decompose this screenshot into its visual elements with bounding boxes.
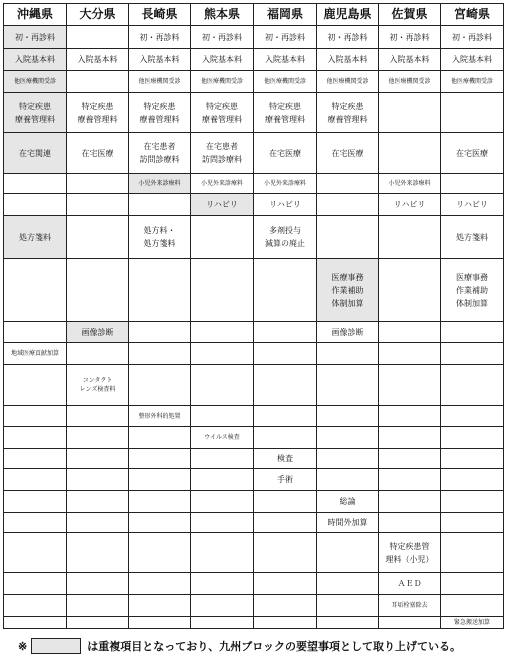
column-header-label: 鹿児島県: [323, 7, 372, 21]
cell-text: 検査: [277, 454, 293, 463]
cell-text: 初・再診料: [327, 32, 368, 42]
table-cell: [378, 173, 441, 194]
cell-text: 入院基本料: [139, 55, 180, 64]
cell-text: 処方料・: [143, 226, 176, 235]
cell-text: 入院基本料: [15, 55, 55, 64]
footnote: [18, 636, 503, 656]
cell-text: 総論: [339, 497, 356, 506]
cell-text: 在宅医療: [269, 148, 301, 158]
table-cell: [378, 512, 441, 533]
table-cell: [253, 512, 317, 533]
cell-text: 特定疾患: [143, 101, 176, 111]
cell-text: 療養管理料: [265, 114, 305, 124]
table-cell: [253, 468, 317, 491]
table-cell: [128, 92, 191, 133]
table-cell: [128, 321, 191, 343]
cell-text: 処方箋料: [19, 232, 51, 242]
table-cell: [128, 490, 191, 513]
table-cell: [378, 426, 441, 449]
table-cell: [440, 193, 504, 216]
cell-text: 医療事務: [331, 272, 364, 282]
table-cell: [190, 364, 254, 406]
table-cell: [378, 215, 441, 259]
table-cell: [378, 342, 441, 365]
table-cell: [190, 532, 254, 573]
table-cell: [190, 448, 254, 469]
cell-text: 他医療機関受診: [326, 78, 369, 85]
table-cell: [440, 321, 504, 343]
table-cell: [316, 342, 379, 365]
cell-text: 在宅関連: [19, 148, 51, 158]
table-cell: [190, 594, 254, 617]
table-cell: [440, 594, 504, 617]
table-cell: [316, 616, 379, 629]
table-cell: [316, 25, 379, 49]
cell-text: 画像診断: [331, 327, 364, 337]
table-cell: [190, 215, 254, 259]
table-cell: [316, 532, 379, 573]
cell-text: 緊急搬送加算: [453, 619, 490, 626]
table-cell: [128, 48, 191, 71]
table-cell: [190, 173, 254, 194]
table-cell: [128, 173, 191, 194]
cell-text: 療養管理料: [77, 114, 118, 124]
table-cell: [190, 25, 254, 49]
cell-text: 入院基本料: [202, 55, 242, 64]
table-cell: [378, 48, 441, 71]
table-cell: [253, 321, 317, 343]
table-cell: [378, 532, 441, 573]
cell-text: リハビリ: [269, 200, 301, 209]
table-cell: [66, 448, 129, 469]
table-cell: [3, 594, 67, 617]
table-cell: [316, 173, 379, 194]
table-cell: [253, 405, 317, 427]
table-cell: [3, 258, 67, 322]
table-cell: [66, 616, 129, 629]
table-cell: [378, 572, 441, 595]
cell-text: リハビリ: [456, 200, 488, 209]
table-cell: [378, 132, 441, 174]
cell-text: 訪問診療料: [139, 155, 180, 164]
table-cell: [316, 405, 379, 427]
table-cell: [440, 25, 504, 49]
table-cell: [66, 48, 129, 71]
cell-text: 在宅医療: [456, 148, 488, 158]
cell-text: 減算の廃止: [265, 239, 305, 248]
table-cell: [66, 258, 129, 322]
table-cell: [3, 572, 67, 595]
cell-text: レンズ検査料: [79, 386, 116, 393]
table-cell: [440, 405, 504, 427]
table-cell: [128, 132, 191, 174]
table-cell: [253, 342, 317, 365]
table-cell: [440, 364, 504, 406]
table-cell: [3, 490, 67, 513]
column-header-label: 長崎県: [141, 7, 178, 21]
table-cell: [3, 342, 67, 365]
table-cell: [190, 405, 254, 427]
table-cell: [190, 512, 254, 533]
footnote-text: は重複項目となっており、九州ブロックの要望事項として取り上げている。: [87, 640, 461, 653]
table-cell: [316, 70, 379, 93]
cell-text: 小児外来診療料: [388, 180, 431, 187]
cell-text: 理料（小児）: [385, 554, 434, 564]
table-cell: [66, 512, 129, 533]
cell-text: 特定疾患: [81, 101, 114, 111]
table-cell: [378, 468, 441, 491]
table-cell: [253, 258, 317, 322]
table-cell: [316, 193, 379, 216]
table-cell: [3, 215, 67, 259]
table-cell: [253, 173, 317, 194]
footnote-mark: ※: [18, 639, 28, 653]
table-cell: [440, 258, 504, 322]
cell-text: 整形外科的処置: [138, 412, 181, 420]
cell-text: ＡＥＤ: [397, 579, 422, 588]
cell-text: 初・再診料: [389, 32, 430, 42]
cell-text: 初・再診料: [202, 32, 242, 42]
table-cell: [190, 468, 254, 491]
column-header: [316, 3, 379, 26]
table-cell: [253, 132, 317, 174]
table-cell: [316, 48, 379, 71]
cell-text: 入院基本料: [389, 55, 430, 64]
cell-text: 手術: [277, 475, 293, 484]
column-header-label: 大分県: [79, 7, 116, 21]
column-header: [440, 3, 504, 26]
table-cell: [316, 448, 379, 469]
table-cell: [128, 405, 191, 427]
table-cell: [190, 48, 254, 71]
table-cell: [128, 215, 191, 259]
cell-text: 作業補助: [331, 285, 364, 295]
table-cell: [128, 468, 191, 491]
table-cell: [316, 512, 379, 533]
table-cell: [3, 532, 67, 573]
table-cell: [253, 490, 317, 513]
table-cell: [440, 468, 504, 491]
table-cell: [66, 92, 129, 133]
comparison-table: [3, 3, 503, 628]
table-cell: [66, 321, 129, 343]
table-cell: [66, 468, 129, 491]
table-cell: [3, 92, 67, 133]
cell-text: リハビリ: [393, 200, 426, 209]
column-header-label: 佐賀県: [391, 7, 428, 21]
cell-text: 初・再診料: [139, 32, 180, 42]
table-cell: [3, 448, 67, 469]
table-cell: [440, 512, 504, 533]
cell-text: 入院基本料: [265, 55, 305, 64]
table-cell: [440, 532, 504, 573]
column-header: [3, 3, 67, 26]
table-cell: [440, 342, 504, 365]
cell-text: 地域医療貢献加算: [10, 350, 59, 357]
table-cell: [378, 25, 441, 49]
table-cell: [66, 405, 129, 427]
table-cell: [66, 173, 129, 194]
cell-text: 体制加算: [331, 298, 364, 308]
table-cell: [190, 426, 254, 449]
table-cell: [253, 48, 317, 71]
table-cell: [190, 321, 254, 343]
table-cell: [253, 426, 317, 449]
cell-text: 療養管理料: [139, 114, 180, 124]
table-cell: [3, 426, 67, 449]
cell-text: 特定疾患: [19, 101, 51, 111]
table-cell: [316, 92, 379, 133]
table-cell: [3, 132, 67, 174]
table-cell: [128, 572, 191, 595]
cell-text: 小児外来診療料: [263, 180, 306, 187]
table-cell: [378, 594, 441, 617]
table-cell: [316, 490, 379, 513]
table-cell: [253, 572, 317, 595]
column-header-label: 熊本県: [203, 7, 240, 21]
cell-text: 初・再診料: [265, 32, 305, 42]
table-cell: [66, 364, 129, 406]
table-cell: [378, 258, 441, 322]
cell-text: 処方箋料: [456, 232, 488, 242]
cell-text: 入院基本料: [452, 55, 492, 64]
table-cell: [378, 616, 441, 629]
table-cell: [253, 92, 317, 133]
cell-text: 他医療機関受診: [388, 78, 431, 85]
table-cell: [3, 405, 67, 427]
table-cell: [316, 364, 379, 406]
table-cell: [190, 92, 254, 133]
table-cell: [190, 70, 254, 93]
table-cell: [378, 405, 441, 427]
table-cell: [440, 48, 504, 71]
table-cell: [378, 448, 441, 469]
column-header: [378, 3, 441, 26]
table-cell: [440, 173, 504, 194]
table-cell: [3, 70, 67, 93]
cell-text: 小児外来診療料: [138, 180, 181, 187]
table-cell: [253, 532, 317, 573]
table-cell: [3, 364, 67, 406]
table-cell: [190, 572, 254, 595]
table-cell: [66, 70, 129, 93]
cell-text: 初・再診料: [452, 32, 492, 42]
cell-text: 療養管理料: [327, 114, 368, 124]
cell-text: 特定疾患管: [389, 541, 430, 551]
cell-text: 在宅医療: [81, 148, 114, 158]
table-cell: [3, 468, 67, 491]
cell-text: 医療事務: [456, 272, 488, 282]
table-cell: [66, 490, 129, 513]
table-cell: [190, 132, 254, 174]
table-cell: [440, 426, 504, 449]
table-cell: [3, 173, 67, 194]
table-cell: [66, 193, 129, 216]
table-cell: [128, 532, 191, 573]
cell-text: 特定疾患: [269, 101, 301, 111]
cell-text: 多剤投与: [269, 226, 301, 235]
cell-text: 初・再診料: [15, 32, 55, 42]
cell-text: 療養管理料: [202, 114, 242, 124]
table-cell: [66, 342, 129, 365]
table-cell: [253, 25, 317, 49]
table-cell: [440, 490, 504, 513]
column-header-label: 宮崎県: [453, 7, 490, 21]
cell-text: 時間外加算: [327, 518, 368, 527]
table-cell: [316, 594, 379, 617]
table-cell: [66, 25, 129, 49]
table-cell: [440, 448, 504, 469]
table-cell: [378, 364, 441, 406]
table-cell: [128, 616, 191, 629]
table-cell: [3, 48, 67, 71]
table-cell: [440, 132, 504, 174]
cell-text: 他医療機関受診: [450, 78, 493, 85]
table-cell: [3, 512, 67, 533]
column-header: [66, 3, 129, 26]
table-cell: [128, 25, 191, 49]
table-cell: [440, 616, 504, 629]
table-cell: [190, 258, 254, 322]
table-cell: [128, 594, 191, 617]
cell-text: 処方箋料: [143, 239, 176, 248]
table-cell: [3, 193, 67, 216]
table-cell: [128, 193, 191, 216]
table-cell: [128, 258, 191, 322]
table-cell: [440, 215, 504, 259]
table-cell: [190, 490, 254, 513]
cell-text: 在宅医療: [331, 148, 364, 158]
table-cell: [378, 490, 441, 513]
cell-text: コンタクト: [82, 377, 113, 384]
table-cell: [316, 258, 379, 322]
cell-text: 入院基本料: [327, 55, 368, 64]
table-cell: [128, 426, 191, 449]
table-cell: [253, 193, 317, 216]
column-header: [190, 3, 254, 26]
table-cell: [253, 448, 317, 469]
table-cell: [440, 70, 504, 93]
table-cell: [316, 468, 379, 491]
column-header-label: 沖縄県: [16, 7, 53, 21]
table-cell: [66, 594, 129, 617]
gray-legend-swatch: [31, 638, 81, 654]
table-cell: [3, 616, 67, 629]
table-cell: [440, 572, 504, 595]
cell-text: ウイルス検査: [204, 434, 240, 441]
table-cell: [378, 92, 441, 133]
cell-text: 小児外来診療料: [200, 180, 243, 187]
table-cell: [66, 215, 129, 259]
table-cell: [253, 70, 317, 93]
cell-text: 他医療機関受診: [200, 78, 243, 85]
table-cell: [378, 193, 441, 216]
cell-text: 特定疾患: [331, 101, 364, 111]
table-cell: [3, 321, 67, 343]
cell-text: 作業補助: [456, 285, 488, 295]
table-cell: [253, 616, 317, 629]
table-cell: [66, 426, 129, 449]
table-cell: [253, 364, 317, 406]
table-cell: [128, 70, 191, 93]
table-cell: [253, 215, 317, 259]
cell-text: 在宅患者: [206, 142, 238, 151]
table-cell: [190, 193, 254, 216]
table-cell: [316, 572, 379, 595]
table-cell: [128, 364, 191, 406]
table-cell: [128, 342, 191, 365]
cell-text: 他医療機関受診: [138, 78, 181, 85]
table-cell: [440, 92, 504, 133]
table-cell: [190, 342, 254, 365]
column-header: [253, 3, 317, 26]
table-cell: [190, 616, 254, 629]
table-cell: [66, 132, 129, 174]
cell-text: 他医療機関受診: [263, 78, 306, 85]
cell-text: 耳垢栓塞除去: [391, 602, 428, 609]
table-cell: [3, 25, 67, 49]
table-cell: [128, 448, 191, 469]
cell-text: 特定疾患: [206, 101, 238, 111]
cell-text: 訪問診療料: [202, 155, 242, 164]
table-cell: [66, 532, 129, 573]
cell-text: 体制加算: [456, 298, 488, 308]
table-cell: [316, 426, 379, 449]
table-cell: [316, 215, 379, 259]
table-cell: [128, 512, 191, 533]
table-cell: [316, 132, 379, 174]
table-cell: [316, 321, 379, 343]
cell-text: 療養管理料: [15, 114, 55, 124]
table-cell: [253, 594, 317, 617]
cell-text: 在宅患者: [143, 142, 176, 151]
cell-text: リハビリ: [206, 200, 238, 209]
table-cell: [66, 572, 129, 595]
table-cell: [378, 70, 441, 93]
table-cell: [378, 321, 441, 343]
cell-text: 入院基本料: [77, 55, 118, 64]
cell-text: 画像診断: [81, 327, 114, 337]
column-header-label: 福岡県: [266, 7, 303, 21]
column-header: [128, 3, 191, 26]
cell-text: 他医療機関受診: [13, 78, 56, 85]
